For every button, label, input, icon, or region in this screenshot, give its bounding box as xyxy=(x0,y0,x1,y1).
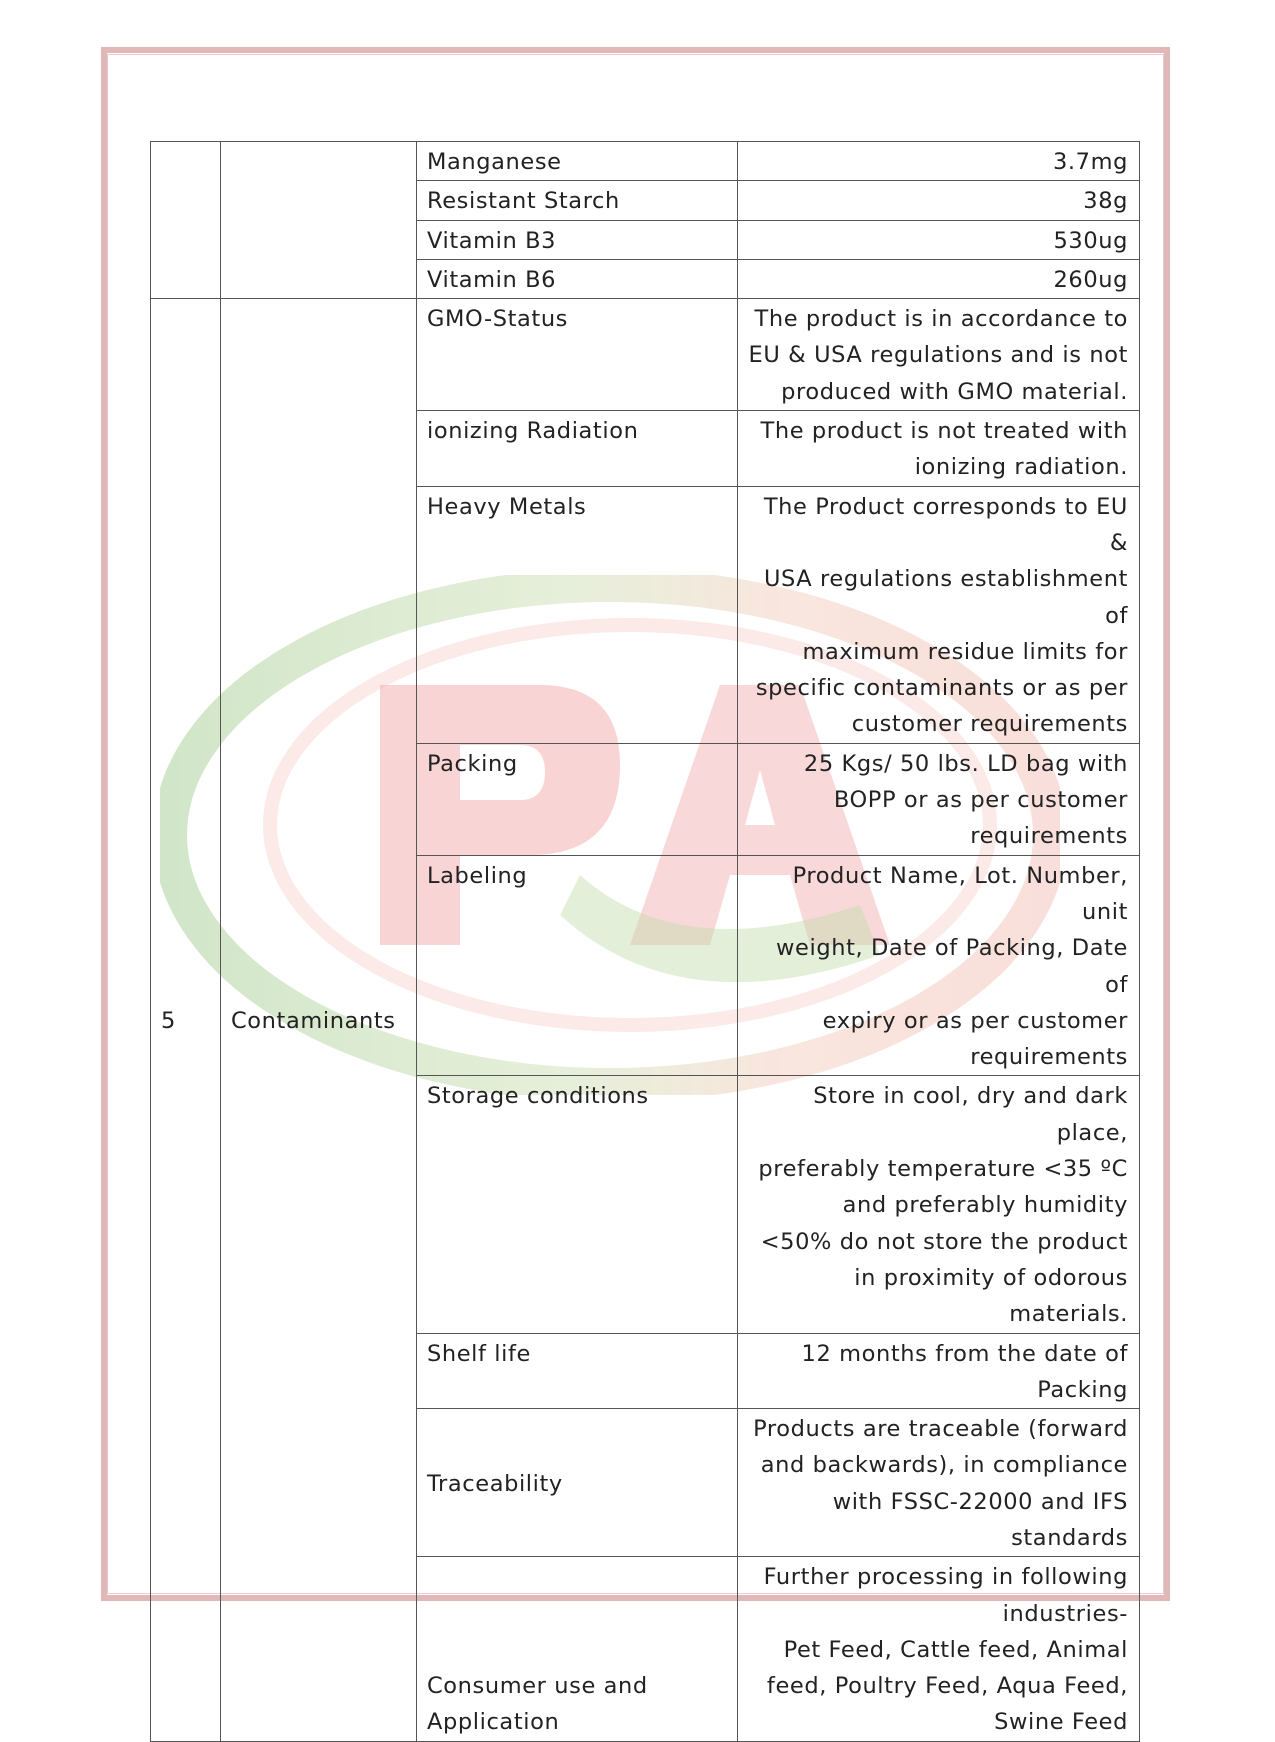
value-cell xyxy=(738,1333,1140,1409)
value-line: EU & USA regulations and is not xyxy=(748,342,1128,369)
value-line: <50% do not store the product xyxy=(760,1228,1128,1255)
value-line: The product is not treated with xyxy=(760,418,1128,445)
value-line: feed, Poultry Feed, Aqua Feed, xyxy=(766,1673,1128,1700)
table-row xyxy=(151,299,1140,411)
value-line: ionizing radiation. xyxy=(914,454,1128,481)
value-line: in proximity of odorous xyxy=(854,1264,1128,1291)
parameter-cell: Vitamin B6 xyxy=(417,259,738,298)
value-cell xyxy=(738,1076,1140,1333)
table-row xyxy=(151,142,1140,181)
value-line: and preferably humidity xyxy=(842,1192,1128,1219)
value-line: BOPP or as per customer xyxy=(833,787,1128,814)
value-cell xyxy=(738,855,1140,1076)
parameter-line: Consumer use and xyxy=(427,1673,648,1700)
section-number: 5 xyxy=(151,299,221,1742)
parameter-cell: Vitamin B3 xyxy=(417,220,738,259)
value-line: specific contaminants or as per xyxy=(755,675,1128,702)
value-line: USA regulations establishment of xyxy=(763,566,1128,629)
value-cell xyxy=(738,299,1140,411)
parameter-cell xyxy=(417,1557,738,1741)
value-cell: 3.7mg xyxy=(738,142,1140,181)
logo-text: PA xyxy=(160,575,162,576)
value-line: requirements xyxy=(970,1044,1128,1071)
parameter-line: Application xyxy=(427,1709,560,1736)
value-cell: 530ug xyxy=(738,220,1140,259)
value-line: and backwards), in compliance xyxy=(760,1452,1128,1479)
value-line: preferably temperature <35 ºC xyxy=(758,1156,1128,1183)
parameter-cell: ionizing Radiation xyxy=(417,411,738,487)
parameter-cell: Traceability xyxy=(417,1409,738,1557)
parameter-cell: Storage conditions xyxy=(417,1076,738,1333)
value-line: materials. xyxy=(1009,1301,1128,1328)
value-line: expiry or as per customer xyxy=(822,1007,1128,1034)
value-cell xyxy=(738,743,1140,855)
parameter-cell: GMO-Status xyxy=(417,299,738,411)
value-line: Swine Feed xyxy=(994,1709,1128,1736)
value-cell xyxy=(738,411,1140,487)
value-line: Store in cool, dry and dark place, xyxy=(813,1083,1128,1146)
value-cell: 38g xyxy=(738,181,1140,220)
parameter-cell: Heavy Metals xyxy=(417,486,738,743)
value-cell: 260ug xyxy=(738,259,1140,298)
parameter-cell: Labeling xyxy=(417,855,738,1076)
empty-category-cell xyxy=(221,142,417,299)
value-cell xyxy=(738,1409,1140,1557)
parameter-cell: Manganese xyxy=(417,142,738,181)
parameter-cell: Packing xyxy=(417,743,738,855)
value-line: Further processing in following xyxy=(763,1564,1128,1591)
section-category: Contaminants xyxy=(221,299,417,1742)
value-line: 12 months from the date of xyxy=(801,1340,1128,1367)
value-line: The product is in accordance to xyxy=(754,306,1128,333)
value-line: customer requirements xyxy=(851,711,1128,738)
value-line: produced with GMO material. xyxy=(781,378,1128,405)
value-line: Product Name, Lot. Number, unit xyxy=(792,862,1128,925)
value-line: with FSSC-22000 and IFS xyxy=(832,1488,1128,1515)
value-cell xyxy=(738,486,1140,743)
value-line: 25 Kgs/ 50 lbs. LD bag with xyxy=(803,750,1128,777)
parameter-cell: Resistant Starch xyxy=(417,181,738,220)
value-line: standards xyxy=(1011,1524,1128,1551)
value-line: maximum residue limits for xyxy=(802,638,1128,665)
value-line: Products are traceable (forward xyxy=(753,1416,1128,1443)
value-line: requirements xyxy=(970,823,1128,850)
specification-table xyxy=(150,141,1140,1742)
value-line: The Product corresponds to EU & xyxy=(763,493,1128,556)
value-line: Packing xyxy=(1037,1376,1128,1403)
value-line: Pet Feed, Cattle feed, Animal xyxy=(783,1636,1128,1663)
value-line: industries- xyxy=(1002,1600,1128,1627)
value-line: weight, Date of Packing, Date of xyxy=(776,935,1128,998)
parameter-cell: Shelf life xyxy=(417,1333,738,1409)
value-cell xyxy=(738,1557,1140,1741)
empty-number-cell xyxy=(151,142,221,299)
